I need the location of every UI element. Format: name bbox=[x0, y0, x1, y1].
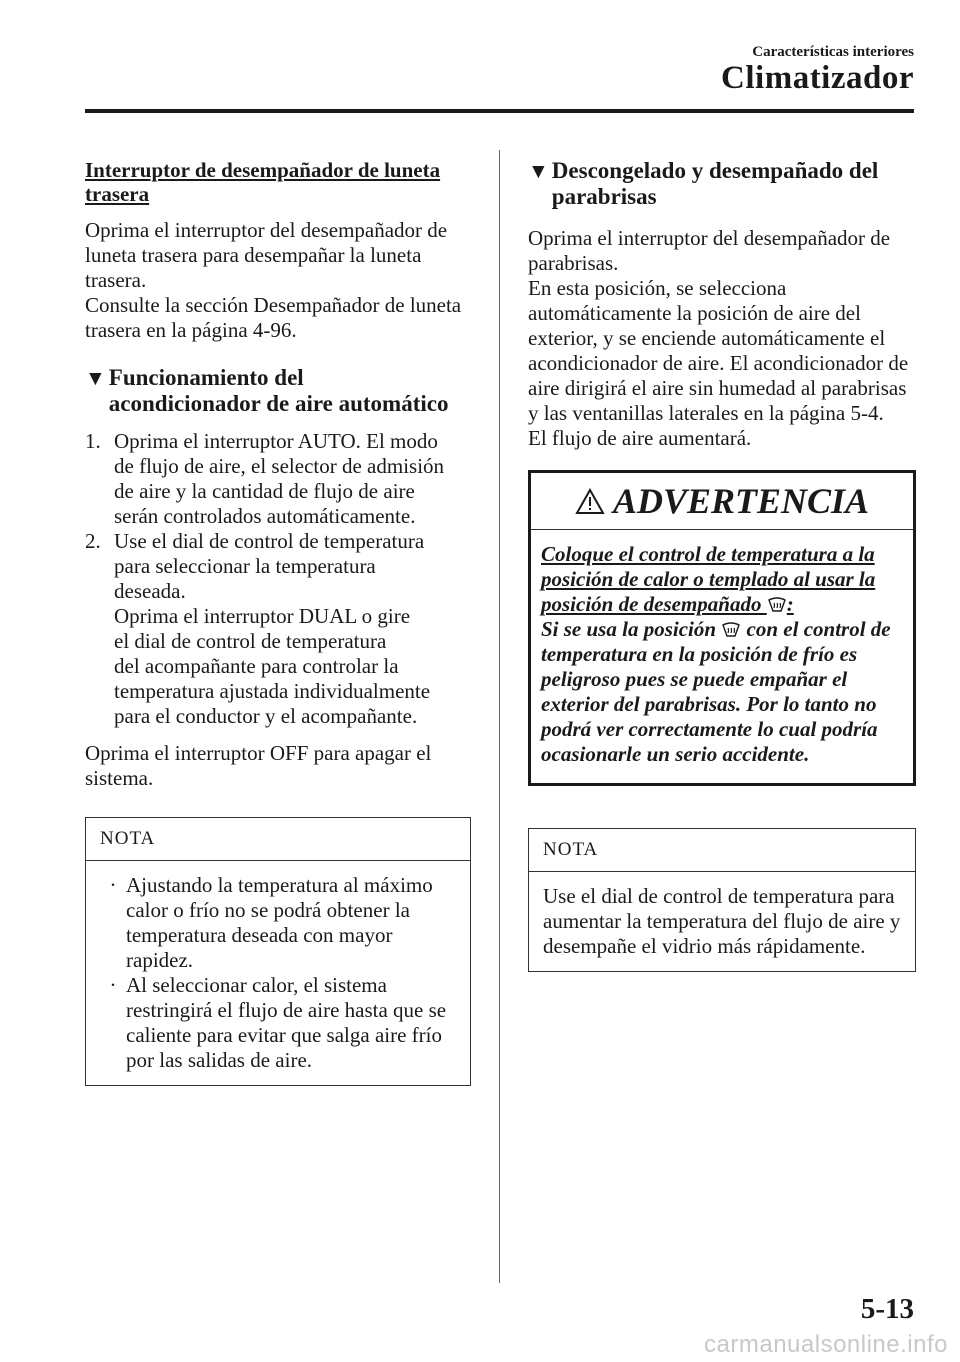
step-line: temperatura ajustada individualmente bbox=[114, 679, 431, 703]
warning-text-b: con el control de temperatura en la posición de frío es peligroso pues se puede empañar el exterior del parabrisas. Por lo tanto no podrá ver correctamente lo cual podría ocasionarle un serio accidente. bbox=[541, 617, 891, 766]
rear-defogger-heading: Interruptor de desempañador de luneta trasera bbox=[85, 158, 441, 206]
triangle-down-icon: ▼ bbox=[85, 366, 106, 390]
step-line: serán controlados automáticamente. bbox=[114, 504, 416, 528]
rear-defogger-text: Oprima el interruptor del desempañador de luneta trasera para desempañar la luneta trasera. bbox=[85, 218, 448, 292]
step-item bbox=[85, 429, 471, 529]
note-body bbox=[529, 872, 915, 971]
note-title: NOTA bbox=[529, 829, 915, 872]
bullet-icon: · bbox=[109, 873, 117, 897]
step-line: Oprima el interruptor AUTO. El modo bbox=[114, 429, 438, 453]
note-item bbox=[100, 873, 456, 973]
step-number: 1. bbox=[85, 429, 101, 453]
warning-text bbox=[541, 617, 903, 767]
warning-triangle-icon bbox=[575, 488, 605, 515]
step-line: Use el dial de control de temperatura bbox=[114, 529, 425, 553]
warning-box bbox=[528, 470, 916, 786]
step-line: para el conductor y el acompañante. bbox=[114, 704, 418, 728]
step-line: de flujo de aire, el selector de admisión bbox=[114, 454, 445, 478]
note-text: Use el dial de control de temperatura para aumentar la temperatura del flujo de aire y desempañe el vidrio más rápidamente. bbox=[543, 884, 901, 958]
step-line: del acompañante para controlar la bbox=[114, 654, 399, 678]
auto-ac-heading-line1: Funcionamiento del bbox=[108, 365, 304, 390]
defrost-text-2: En esta posición, se selecciona automáticamente la posición de aire del exterior, y se enciende automáticamente el acondicionador de aire. El acondicionador de aire dirigirá el aire sin humedad al parabrisas y las ventanillas laterales en la página 5-4. bbox=[528, 276, 909, 425]
triangle-down-icon: ▼ bbox=[528, 159, 549, 183]
warning-header bbox=[531, 473, 913, 530]
note-body bbox=[86, 861, 470, 1085]
bullet-icon: · bbox=[109, 973, 117, 997]
step-line: deseada. bbox=[114, 579, 186, 603]
windshield-defroster-icon bbox=[767, 595, 787, 613]
defrost-heading-line1: Descongelado y desempañado del bbox=[551, 158, 879, 183]
auto-ac-heading-line2: acondicionador de aire automático bbox=[108, 391, 449, 416]
header-section: Características interiores bbox=[752, 44, 914, 60]
note-item bbox=[100, 973, 456, 1073]
warning-heading bbox=[541, 542, 903, 617]
warning-heading-colon: : bbox=[786, 592, 794, 616]
step-line: para seleccionar la temperatura bbox=[114, 554, 376, 578]
watermark: carmanualsonline.info bbox=[704, 1331, 948, 1358]
page-number: 5-13 bbox=[860, 1293, 914, 1325]
note-list bbox=[100, 873, 456, 1073]
right-column bbox=[528, 158, 916, 972]
note-item-text: Ajustando la temperatura al máximo calor o frío no se podrá obtener la temperatura deseada con mayor rapidez. bbox=[126, 873, 433, 972]
warning-heading-text: Coloque el control de temperatura a la posición de calor o templado al usar la posición de desempañado bbox=[541, 542, 876, 616]
warning-text-a: Si se usa la posición bbox=[541, 617, 717, 641]
defrost-heading-line2: parabrisas bbox=[551, 184, 657, 209]
note-title: NOTA bbox=[86, 818, 470, 861]
step-number: 2. bbox=[85, 529, 101, 553]
step-text bbox=[114, 429, 444, 529]
note-box bbox=[528, 828, 916, 972]
warning-title: ADVERTENCIA bbox=[612, 481, 870, 521]
warning-body bbox=[531, 530, 913, 783]
header-rule bbox=[85, 109, 914, 113]
note-box bbox=[85, 817, 471, 1086]
column-divider bbox=[499, 150, 500, 1283]
header-chapter: Climatizador bbox=[721, 60, 914, 96]
step-line: el dial de control de temperatura bbox=[114, 629, 387, 653]
windshield-defroster-icon bbox=[721, 620, 741, 638]
auto-ac-heading bbox=[85, 365, 471, 417]
left-column bbox=[85, 158, 471, 1086]
defrost-heading bbox=[528, 158, 916, 210]
note-item-text: Al seleccionar calor, el sistema restringirá el flujo de aire hasta que se caliente para evitar que salga aire frío por las salidas de aire. bbox=[126, 973, 447, 1072]
step-text bbox=[114, 529, 430, 729]
step-item bbox=[85, 529, 471, 729]
step-line: Oprima el interruptor DUAL o gire bbox=[114, 604, 411, 628]
steps-list bbox=[85, 429, 471, 729]
defrost-text-1: Oprima el interruptor del desempañador de parabrisas. bbox=[528, 226, 891, 275]
off-switch-text: Oprima el interruptor OFF para apagar el sistema. bbox=[85, 741, 432, 790]
rear-defogger-reference: Consulte la sección Desempañador de luneta trasera en la página 4-96. bbox=[85, 293, 462, 342]
defrost-text-3: El flujo de aire aumentará. bbox=[528, 426, 752, 450]
step-line: de aire y la cantidad de flujo de aire bbox=[114, 479, 415, 503]
